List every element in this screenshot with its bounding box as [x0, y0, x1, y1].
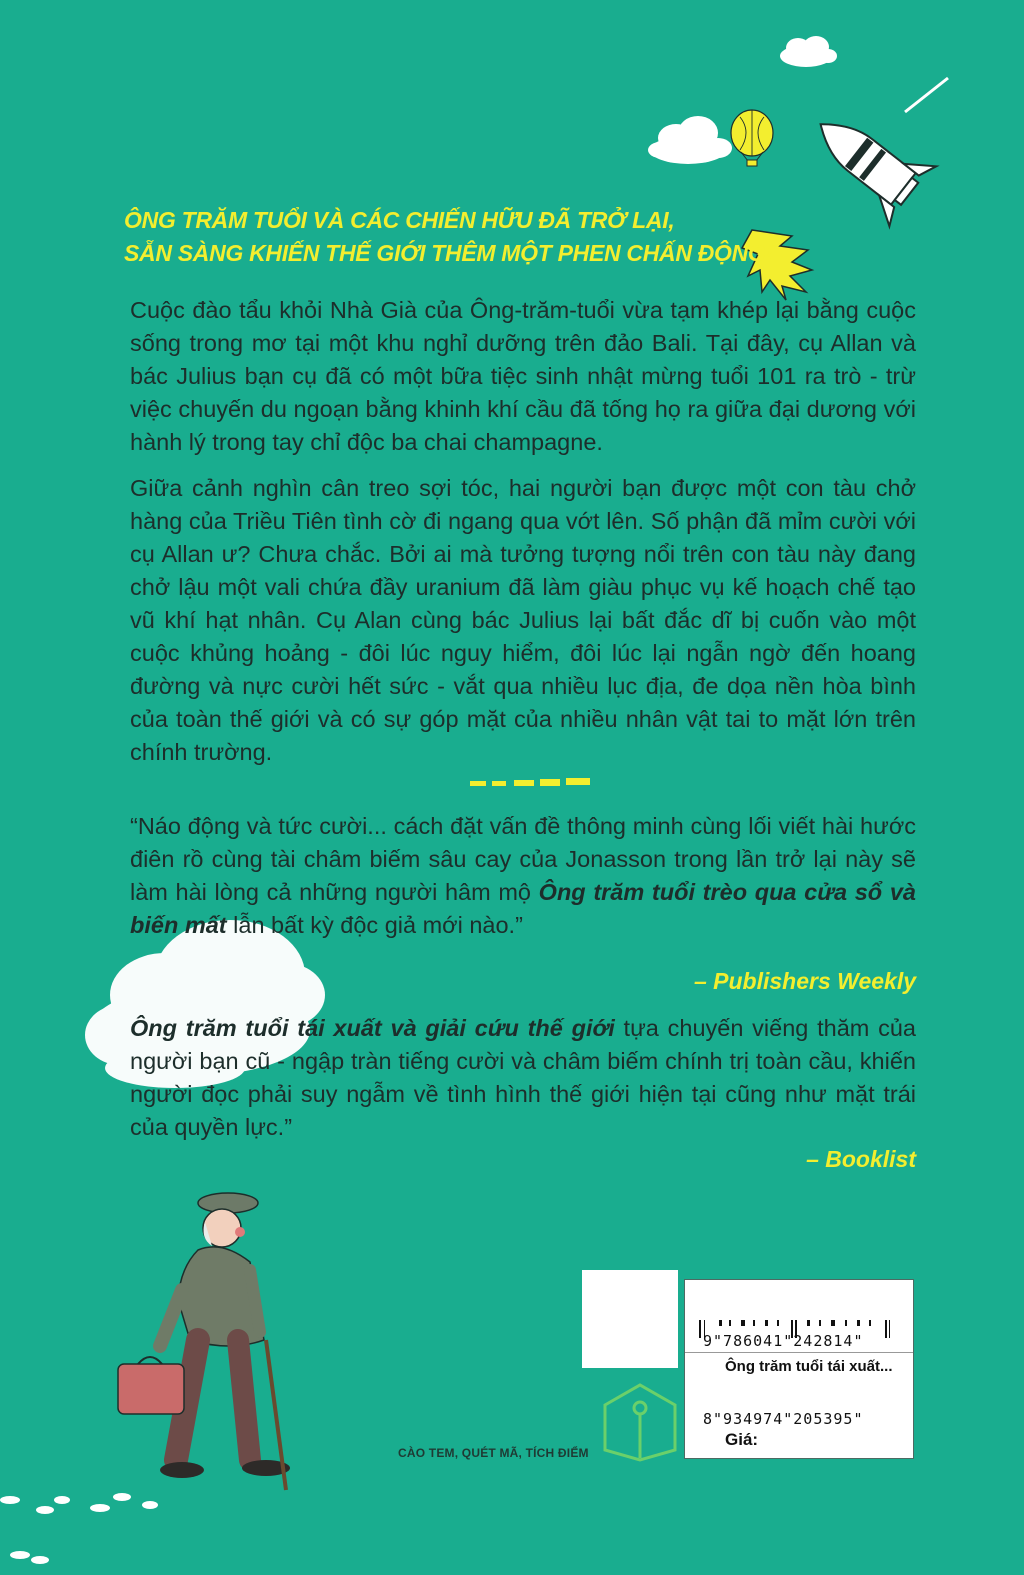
review-attribution-2: – Booklist [806, 1146, 916, 1172]
barcode-book-title: Ông trăm tuổi tái xuất... [725, 1358, 893, 1375]
old-man-walking-illustration [118, 1193, 290, 1490]
small-cloud-icon [780, 36, 837, 67]
synopsis-paragraph-1: Cuộc đào tẩu khỏi Nhà Già của Ông-trăm-tuổi vừa tạm khép lại bằng cuộc sống trong mơ tại một khu nghỉ dưỡng trên đảo Bali. Tại đây, cụ Allan và bác Julius bạn cụ đã có một bữa tiệc sinh nhật mừng tuổi 101 ra trò - trừ việc chuyến du ngoạn bằng khinh khí cầu đã tống họ ra giữa đại dương với hành lý trong tay chỉ độc ba chai champagne. [130, 297, 916, 455]
review-quote-1-book-title: Ông trăm tuổi trèo qua cửa sổ và biến mất [130, 879, 916, 938]
divider-dashes [470, 777, 594, 789]
reading-book-icon [605, 1385, 675, 1460]
rocket-icon [797, 78, 948, 226]
review-quote-2-book-title: Ông trăm tuổi tái xuất và giải cứu thế giới [130, 1015, 615, 1041]
review-quote-2-text: tựa chuyến viếng thăm của người bạn cũ - ngập tràn tiếng cười và châm biếm chính trị toàn cầu, khiến người đọc phải suy ngẫm về tình hình thế giới hiện tại cũng như mặt trái của quyền lực.” [130, 1015, 916, 1140]
review-quote-1-intro: “Náo động và tức cười... cách đặt vấn đề thông minh cùng lối viết hài hước điên rồ cùng tài châm biếm sâu cay của Jonasson trong lần trở lại này sẽ làm hài lòng cả những người hâm mộ [130, 813, 916, 905]
barcode-divider [685, 1352, 913, 1353]
headline-line-1: ÔNG TRĂM TUỔI VÀ CÁC CHIẾN HỮU ĐÃ TRỞ LẠI, [124, 207, 675, 233]
hot-air-balloon-icon [731, 110, 773, 166]
ean-digits: 8"934974"205395" [703, 1410, 864, 1428]
isbn-digits: 9"786041"242814" [703, 1332, 864, 1350]
review-quote-1-outro: lẫn bất kỳ độc giả mới nào.” [226, 912, 523, 938]
barcode-panel [684, 1279, 914, 1459]
review-attribution-1: – Publishers Weekly [693, 968, 916, 994]
sticker-placeholder [582, 1270, 678, 1368]
headline [124, 204, 773, 270]
footprint-trail-icon [0, 1493, 158, 1564]
synopsis-paragraph-2: Giữa cảnh nghìn cân treo sợi tóc, hai người bạn được một con tàu chở hàng của Triều Tiên tình cờ đi ngang qua vớt lên. Số phận đã mỉm cười với cụ Allan ư? Chưa chắc. Bởi ai mà tưởng tượng nổi trên con tàu này đang chở lậu một vali chứa đầy uranium đã làm giàu phục vụ kế hoạch chế tạo vũ khí hạt nhân. Cụ Alan cùng bác Julius lại bất đắc dĩ bị cuốn vào một cuộc khủng hoảng - đôi lúc nguy hiểm, đôi lúc lại ngẫn ngờ đến hoang đường và nực cười hết sức - vắt qua nhiều lục địa, đe dọa nền hòa bình của toàn thế giới và có sự góp mặt của nhiều nhân vật tai to mặt lớn trên chính trường. [130, 475, 916, 765]
cloud-icon [648, 116, 732, 164]
scan-promo-text: CÀO TEM, QUÉT MÃ, TÍCH ĐIỂM [398, 1446, 589, 1460]
price-label: Giá: [725, 1430, 759, 1449]
headline-line-2: SẴN SÀNG KHIẾN THẾ GIỚI THÊM MỘT PHEN CHẤN ĐỘNG! [124, 240, 773, 266]
review-quote-1 [130, 810, 916, 942]
review-quote-2 [130, 1012, 916, 1144]
